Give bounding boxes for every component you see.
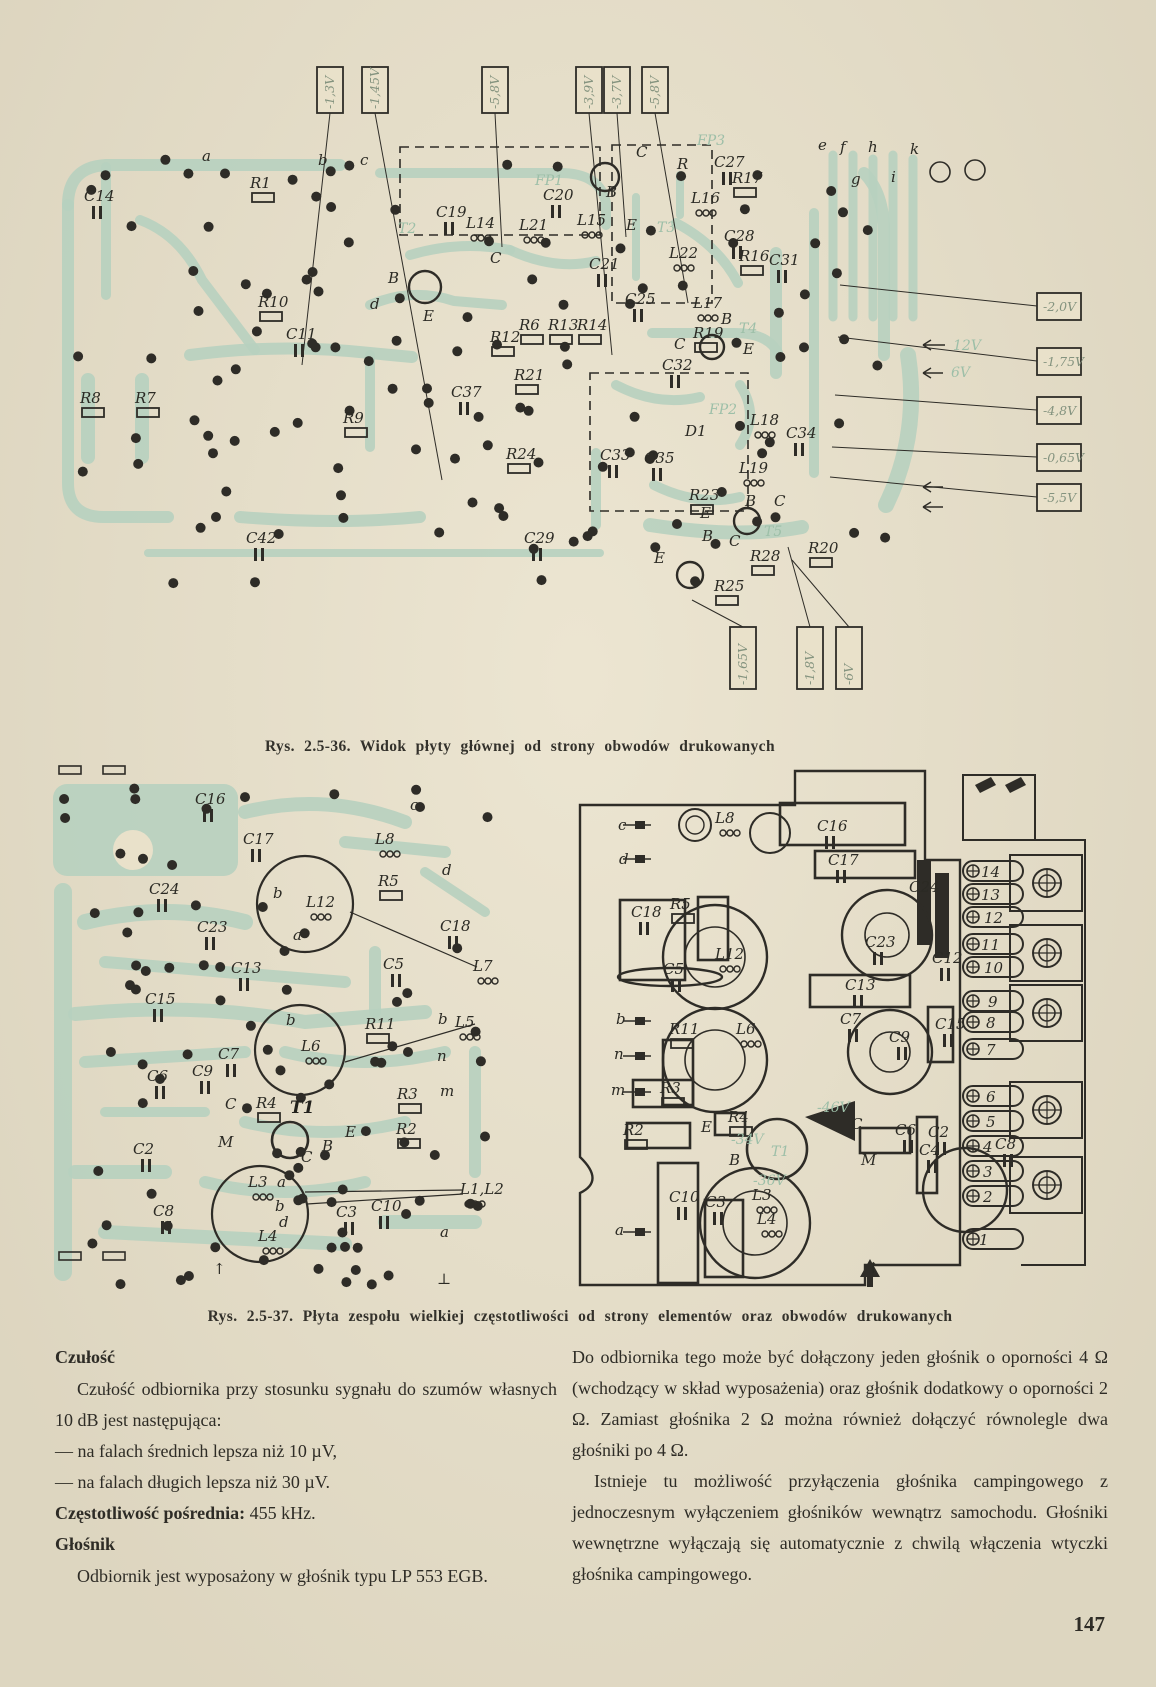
svg-text:b: b <box>318 151 328 169</box>
right-text-column <box>572 1342 1108 1590</box>
svg-text:L8: L8 <box>375 830 395 848</box>
svg-text:C8: C8 <box>995 1135 1017 1153</box>
svg-text:C24: C24 <box>149 880 180 898</box>
svg-text:12: 12 <box>984 909 1004 927</box>
svg-text:L12: L12 <box>306 893 336 911</box>
svg-text:14: 14 <box>981 863 1001 881</box>
svg-text:-1,3V: -1,3V <box>322 75 337 109</box>
svg-text:T2: T2 <box>398 221 417 237</box>
svg-text:C9: C9 <box>889 1028 911 1046</box>
svg-text:L17: L17 <box>693 294 723 312</box>
svg-text:C: C <box>225 1095 237 1113</box>
svg-text:-2,0V: -2,0V <box>1043 299 1077 314</box>
svg-text:C: C <box>301 1148 313 1166</box>
paragraph-speakers-1: Do odbiornika tego może być dołączony jeden głośnik o oporności 4 Ω (wchodzący w skład wyposażenia) oraz głośnik dodatkowy o oporności 2 Ω. Zamiast głośnika 2 Ω można również dołączyć równolegle dwa głośniki po 4 Ω. <box>572 1347 1108 1460</box>
svg-text:R24: R24 <box>506 445 537 463</box>
figure1-caption: Rys. 2.5-36. Widok płyty głównej od strony obwodów drukowanych <box>265 738 775 755</box>
if-label: Częstotliwość pośrednia: <box>55 1503 246 1523</box>
svg-text:R21: R21 <box>514 366 545 384</box>
svg-text:C18: C18 <box>631 903 662 921</box>
svg-text:E: E <box>345 1123 356 1141</box>
svg-text:C35: C35 <box>644 449 675 467</box>
svg-text:C16: C16 <box>195 790 226 808</box>
svg-text:R6: R6 <box>519 316 540 334</box>
svg-text:L1,L2: L1,L2 <box>460 1180 504 1198</box>
list-item-medium-waves: — na falach średnich lepsza niż 10 µV, <box>55 1441 337 1461</box>
svg-text:E: E <box>626 216 637 234</box>
svg-text:f: f <box>840 138 846 156</box>
svg-text:-1,65V: -1,65V <box>735 643 750 685</box>
svg-text:C10: C10 <box>669 1188 700 1206</box>
heading-czulosc: Czułość <box>55 1347 115 1367</box>
svg-text:B: B <box>702 527 714 545</box>
svg-text:C6: C6 <box>895 1121 917 1139</box>
svg-text:C2: C2 <box>133 1140 155 1158</box>
svg-text:R2: R2 <box>623 1121 644 1139</box>
svg-text:R11: R11 <box>669 1020 700 1038</box>
svg-text:M: M <box>218 1133 234 1151</box>
svg-text:b: b <box>616 1010 626 1028</box>
svg-text:C: C <box>729 532 741 550</box>
svg-text:L4: L4 <box>258 1227 278 1245</box>
svg-text:C7: C7 <box>218 1045 240 1063</box>
svg-text:R28: R28 <box>750 547 781 565</box>
edge-slot <box>59 766 81 774</box>
svg-text:C15: C15 <box>935 1015 966 1033</box>
list-item-long-waves: — na falach długich lepsza niż 30 µV. <box>55 1472 330 1492</box>
svg-text:C17: C17 <box>243 830 274 848</box>
svg-text:R14: R14 <box>577 316 608 334</box>
svg-text:m: m <box>611 1081 626 1099</box>
svg-text:R1: R1 <box>250 174 271 192</box>
svg-text:R2: R2 <box>396 1120 417 1138</box>
svg-text:11: 11 <box>981 936 1001 954</box>
svg-text:C37: C37 <box>451 383 482 401</box>
svg-text:B: B <box>322 1137 334 1155</box>
svg-text:n: n <box>614 1045 624 1063</box>
mounting-hole <box>965 160 985 180</box>
svg-text:C25: C25 <box>625 290 656 308</box>
svg-text:R13: R13 <box>548 316 579 334</box>
svg-text:L19: L19 <box>739 459 769 477</box>
svg-text:C13: C13 <box>231 959 262 977</box>
svg-text:d: d <box>619 850 629 868</box>
svg-text:C: C <box>674 335 686 353</box>
svg-text:L18: L18 <box>750 411 780 429</box>
edge-slot <box>103 766 125 774</box>
svg-text:C33: C33 <box>600 446 631 464</box>
svg-text:-3,7V: -3,7V <box>609 75 624 109</box>
svg-text:R25: R25 <box>714 577 745 595</box>
svg-text:R5: R5 <box>670 895 691 913</box>
svg-text:-6V: -6V <box>841 663 856 685</box>
svg-text:R10: R10 <box>258 293 289 311</box>
svg-text:C15: C15 <box>145 990 176 1008</box>
terminal-blocks <box>635 821 645 1236</box>
svg-text:C8: C8 <box>153 1202 175 1220</box>
svg-text:-34V: -34V <box>731 1132 764 1148</box>
mounting-slots <box>975 777 1026 793</box>
svg-text:C31: C31 <box>769 251 800 269</box>
svg-text:R: R <box>677 155 689 173</box>
cap-c10 <box>658 1163 698 1283</box>
svg-text:C18: C18 <box>440 917 471 935</box>
svg-text:C17: C17 <box>828 851 859 869</box>
svg-text:C3: C3 <box>336 1203 358 1221</box>
svg-text:L12: L12 <box>715 945 745 963</box>
svg-text:C16: C16 <box>817 817 848 835</box>
left-text-column <box>55 1342 557 1592</box>
svg-text:↑: ↑ <box>213 1260 226 1278</box>
coil-l8 <box>679 809 711 841</box>
svg-text:T4: T4 <box>739 321 758 337</box>
svg-text:C32: C32 <box>662 356 693 374</box>
svg-text:L4: L4 <box>757 1210 777 1228</box>
svg-text:B: B <box>729 1151 741 1169</box>
svg-text:C27: C27 <box>714 153 745 171</box>
svg-text:d: d <box>370 295 380 313</box>
svg-text:C: C <box>636 143 648 161</box>
svg-text:R19: R19 <box>693 324 724 342</box>
svg-text:L3: L3 <box>248 1173 268 1191</box>
svg-text:C12: C12 <box>932 949 963 967</box>
svg-text:-1,8V: -1,8V <box>802 651 817 685</box>
svg-text:L14: L14 <box>466 214 496 232</box>
paragraph-sensitivity: Czułość odbiornika przy stosunku sygnału do szumów własnych 10 dB jest następująca: <box>55 1379 557 1430</box>
svg-text:L7: L7 <box>473 957 493 975</box>
svg-text:FP2: FP2 <box>709 402 738 418</box>
svg-text:a: a <box>293 926 302 944</box>
svg-text:⊥: ⊥ <box>437 1270 452 1288</box>
svg-text:-1,45V: -1,45V <box>367 67 382 109</box>
svg-text:C: C <box>490 249 502 267</box>
svg-text:C4: C4 <box>919 1141 941 1159</box>
svg-text:R11: R11 <box>365 1015 396 1033</box>
svg-text:C5: C5 <box>383 955 405 973</box>
svg-text:R16: R16 <box>739 247 770 265</box>
svg-text:C: C <box>851 1115 863 1133</box>
svg-text:-3,9V: -3,9V <box>581 75 596 109</box>
svg-text:E: E <box>701 1118 712 1136</box>
svg-text:D1: D1 <box>685 422 707 440</box>
svg-text:R4: R4 <box>256 1094 277 1112</box>
svg-text:R3: R3 <box>397 1085 418 1103</box>
svg-text:R17: R17 <box>732 169 763 187</box>
svg-text:R12: R12 <box>490 328 521 346</box>
svg-text:8: 8 <box>986 1014 996 1032</box>
paragraph-speaker: Odbiornik jest wyposażony w głośnik typu LP 553 EGB. <box>77 1566 488 1586</box>
svg-text:C29: C29 <box>524 529 555 547</box>
svg-text:E: E <box>423 307 434 325</box>
svg-text:T3: T3 <box>657 220 676 236</box>
svg-text:B: B <box>606 183 618 201</box>
svg-text:R3: R3 <box>660 1079 681 1097</box>
if-value: 455 kHz. <box>245 1503 316 1523</box>
svg-text:C5: C5 <box>663 960 685 978</box>
svg-text:E: E <box>700 504 711 522</box>
svg-text:L6: L6 <box>736 1020 756 1038</box>
paragraph-speakers-2: Istnieje tu możliwość przyłączenia głośnika campingowego z jednoczesnym wyłączeniem głośników wewnątrz samochodu. Głośniki wewnętrzne wyłączają się automatycznie z chwilą włączenia wtyczki głośnika campingowego. <box>572 1471 1108 1584</box>
svg-text:-36V: -36V <box>753 1173 786 1189</box>
svg-text:L6: L6 <box>301 1037 321 1055</box>
cap-c3 <box>705 1200 743 1277</box>
svg-text:g: g <box>851 170 861 188</box>
svg-text:a: a <box>277 1173 286 1191</box>
svg-text:10: 10 <box>984 959 1004 977</box>
svg-text:T5: T5 <box>764 524 783 540</box>
svg-text:L8: L8 <box>715 809 735 827</box>
svg-text:L22: L22 <box>669 244 699 262</box>
svg-text:FP3: FP3 <box>697 133 726 149</box>
svg-text:b: b <box>275 1197 285 1215</box>
pins-layer <box>979 863 1004 1249</box>
terminal-leads <box>623 825 651 1232</box>
svg-text:-4,8V: -4,8V <box>1043 403 1077 418</box>
svg-text:-5,8V: -5,8V <box>647 75 662 109</box>
pcb-diagram-hf-component-side <box>565 745 1090 1300</box>
heading-glosnik: Głośnik <box>55 1534 116 1554</box>
svg-text:C10: C10 <box>371 1197 402 1215</box>
svg-text:d: d <box>442 861 452 879</box>
svg-text:C23: C23 <box>865 933 896 951</box>
svg-text:R23: R23 <box>689 486 720 504</box>
figure2-caption: Rys. 2.5-37. Płyta zespołu wielkiej częstotliwości od strony elementów oraz obwodów drukowanych <box>207 1308 953 1325</box>
svg-text:-0,65V: -0,65V <box>1043 450 1085 465</box>
svg-text:n: n <box>437 1047 447 1065</box>
svg-text:C23: C23 <box>197 918 228 936</box>
svg-text:e: e <box>818 136 827 154</box>
svg-text:C13: C13 <box>845 976 876 994</box>
svg-text:3: 3 <box>983 1163 993 1181</box>
svg-text:9: 9 <box>988 993 998 1011</box>
svg-text:6: 6 <box>986 1088 996 1106</box>
svg-text:k: k <box>910 140 920 158</box>
svg-text:m: m <box>440 1082 455 1100</box>
svg-text:c: c <box>618 816 627 834</box>
svg-text:L21: L21 <box>519 216 549 234</box>
svg-text:R9: R9 <box>343 409 364 427</box>
svg-text:FP1: FP1 <box>535 173 564 189</box>
svg-text:C7: C7 <box>840 1010 862 1028</box>
svg-text:d: d <box>279 1213 289 1231</box>
mounting-hole <box>930 162 950 182</box>
pcb-diagram-hf-print-side <box>45 752 525 1307</box>
svg-text:C9: C9 <box>192 1062 214 1080</box>
svg-text:b: b <box>286 1011 296 1029</box>
svg-text:4: 4 <box>983 1138 993 1156</box>
svg-text:L3: L3 <box>752 1186 772 1204</box>
svg-text:M: M <box>861 1151 877 1169</box>
svg-text:7: 7 <box>986 1041 996 1059</box>
svg-text:5: 5 <box>986 1113 996 1131</box>
svg-text:L5: L5 <box>455 1013 475 1031</box>
svg-text:E: E <box>654 549 665 567</box>
svg-text:R4: R4 <box>728 1108 749 1126</box>
svg-text:C14: C14 <box>84 187 115 205</box>
svg-text:-1,75V: -1,75V <box>1043 354 1085 369</box>
paragraph-if <box>55 1498 557 1529</box>
svg-text:↑: ↑ <box>867 1259 880 1277</box>
svg-text:C28: C28 <box>724 227 755 245</box>
svg-text:R20: R20 <box>808 539 839 557</box>
svg-text:-5,8V: -5,8V <box>487 75 502 109</box>
page-number: 147 <box>1073 1612 1105 1636</box>
svg-text:R8: R8 <box>80 389 101 407</box>
svg-text:L15: L15 <box>577 211 607 229</box>
notes-layer <box>951 338 983 381</box>
svg-text:C34: C34 <box>786 424 817 442</box>
component-outline-layer <box>618 803 1007 1287</box>
svg-text:L16: L16 <box>691 189 721 207</box>
svg-text:C20: C20 <box>543 186 574 204</box>
svg-text:C3: C3 <box>705 1193 727 1211</box>
svg-text:B: B <box>721 310 733 328</box>
svg-text:-5,5V: -5,5V <box>1043 490 1077 505</box>
svg-text:2: 2 <box>983 1188 993 1206</box>
labels-layer <box>611 809 1016 1277</box>
svg-text:C2: C2 <box>928 1123 950 1141</box>
svg-text:6V: 6V <box>951 365 971 381</box>
svg-text:a: a <box>615 1221 624 1239</box>
svg-text:b: b <box>273 884 283 902</box>
svg-text:a: a <box>202 147 211 165</box>
svg-text:h: h <box>868 138 878 156</box>
svg-text:a: a <box>440 1223 449 1241</box>
svg-text:E: E <box>743 340 754 358</box>
svg-text:12V: 12V <box>953 338 981 354</box>
svg-text:C19: C19 <box>436 203 467 221</box>
svg-text:T1: T1 <box>290 1098 315 1118</box>
svg-text:C42: C42 <box>246 529 277 547</box>
svg-text:-46V: -46V <box>817 1100 850 1116</box>
pcb-diagram-main-board <box>40 55 1140 700</box>
svg-text:c: c <box>360 151 369 169</box>
svg-text:B: B <box>745 492 757 510</box>
svg-text:C21: C21 <box>589 255 620 273</box>
svg-text:C11: C11 <box>286 325 317 343</box>
svg-text:R7: R7 <box>135 389 156 407</box>
svg-text:13: 13 <box>981 886 1001 904</box>
board-hole <box>750 813 790 853</box>
connector-layer <box>963 855 1082 1249</box>
svg-text:B: B <box>388 269 400 287</box>
svg-text:c: c <box>410 796 419 814</box>
svg-text:1: 1 <box>979 1231 989 1249</box>
svg-text:i: i <box>891 168 896 186</box>
svg-text:C6: C6 <box>147 1067 169 1085</box>
svg-text:T1: T1 <box>771 1144 790 1160</box>
edge-slot <box>103 1252 125 1260</box>
svg-text:b: b <box>438 1010 448 1028</box>
svg-text:C24: C24 <box>909 878 940 896</box>
svg-text:C: C <box>774 492 786 510</box>
svg-text:R5: R5 <box>378 872 399 890</box>
